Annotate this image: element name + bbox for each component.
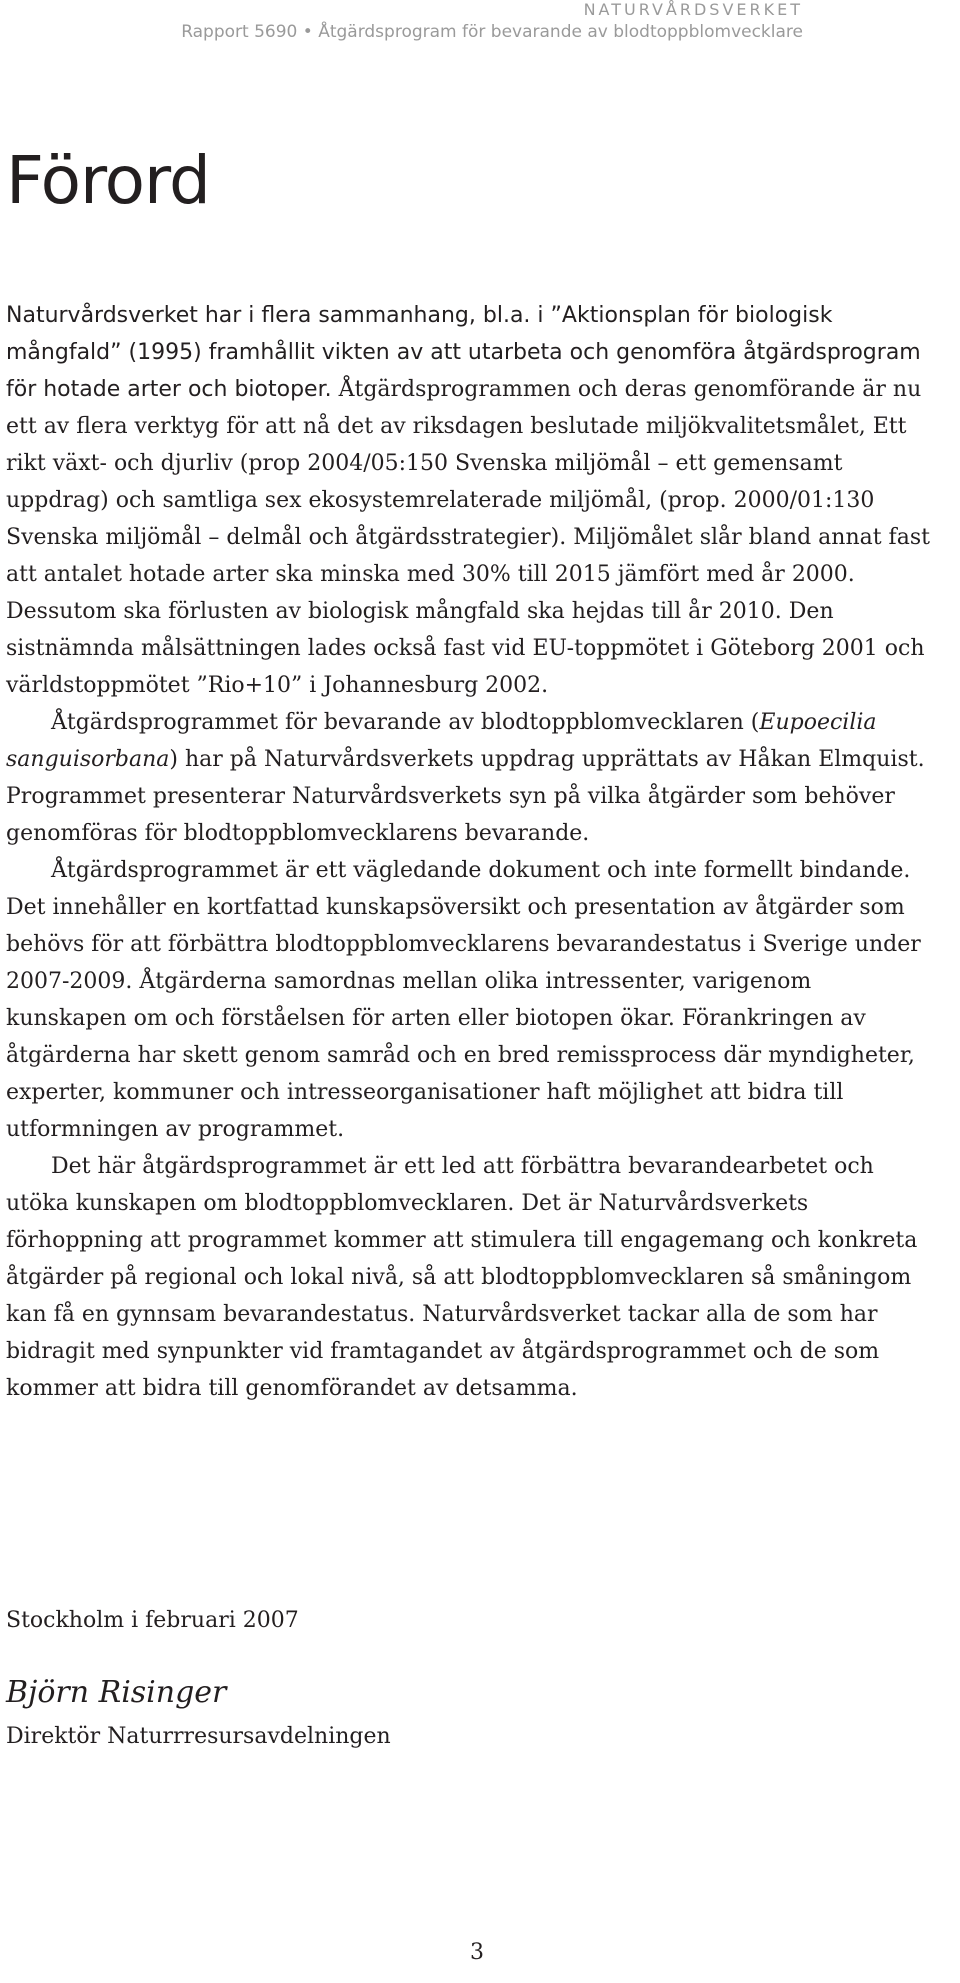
paragraph-1-part-b: Åtgärdsprogrammen och deras genomförande är nu ett av flera verktyg för att nå det av riksdagen beslutade miljökvalitetsmålet, Ett rikt växt- och djurliv (prop 2004/05:150 [6,377,922,476]
paragraph-2-part-a: Åtgärdsprogrammet för bevarande av blodtoppblomvecklaren ( [51,710,760,735]
page-number: 3 [470,1940,484,1965]
paragraph-3: Åtgärdsprogrammet är ett vägledande dokument och inte formellt bindande. Det innehåller en kortfattad kunskapsöversikt och presentation av åtgärder som behövs för att förbättra blodtoppblomvecklarens bevarandestatus i Sverige under 2007-2009. Åtgärderna samordnas mellan olika intressenter, varigenom kunskapen om och förståelsen för arten eller biotopen ökar. Förankringen av åtgärderna har skett genom samråd och en bred remissprocess där myndigheter, experter, kommuner och intresseorganisationer haft möjlighet att bidra till utformningen av programmet. [6,858,921,1142]
paragraph-4: Det här åtgärdsprogrammet är ett led att förbättra bevarandearbetet och utöka kunskapen om blodtoppblomvecklaren. Det är Naturvårdsverkets förhoppning att programmet kommer att stimulera till engagemang och konkreta åtgärder på regional och lokal nivå, så att blodtoppblomvecklaren så småningom kan få en gynnsam bevarandestatus. Naturvårdsverket tackar alla de som har bidragit med synpunkter vid framtagandet av åtgärdsprogrammet och de som kommer att bidra till genomförandet av detsamma. [6,1154,918,1401]
page-title: Förord [6,142,210,219]
paragraph-1-part-a: Naturvårdsverket har i flera sammanhang, bl.a. i ”Aktionsplan för biologisk mångfald” (1995) framhållit vikten av att utarbeta och genomföra åtgärdsprogram för hotade arter och biotoper. [6,303,921,402]
paragraph-2-part-b: ) har på Naturvårdsverkets uppdrag upprättats av Håkan Elmquist. Programmet presenterar Naturvårdsverkets syn på vilka åtgärder som behöver genomföras för blodtoppblomvecklarens bevarande. [6,747,925,846]
species-name: Eupoecilia sanguisorbana [6,710,877,772]
signer-title: Direktör Naturrresursavdelningen [6,1724,391,1749]
place-date: Stockholm i februari 2007 [6,1608,299,1633]
paragraph-1-part-c: Svenska miljömål – ett gemensamt uppdrag) och samtliga sex ekosystemrelaterade miljömål, (prop. 2000/01:130 Svenska miljömål – delmål och åtgärdsstrategier). Miljömålet slår bland annat fast att antalet hotade arter ska minska med 30% till 2015 jämfört med år 2000. Dessutom ska förlusten av biologisk mångfald ska hejdas till år 2010. Den sistnämnda målsättningen lades också fast vid EU-toppmötet i Göteborg 2001 och världstoppmötet ”Rio+10” i Johannesburg 2002. [6,451,930,698]
signer-name: Björn Risinger [6,1675,227,1710]
paragraph-1 [6,297,936,704]
body-text [6,297,936,1407]
header-organization: NATURVÅRDSVERKET [583,0,803,19]
paragraph-2 [6,704,936,852]
header-report-title: Rapport 5690 • Åtgärdsprogram för bevarande av blodtoppblomvecklare [181,22,803,42]
